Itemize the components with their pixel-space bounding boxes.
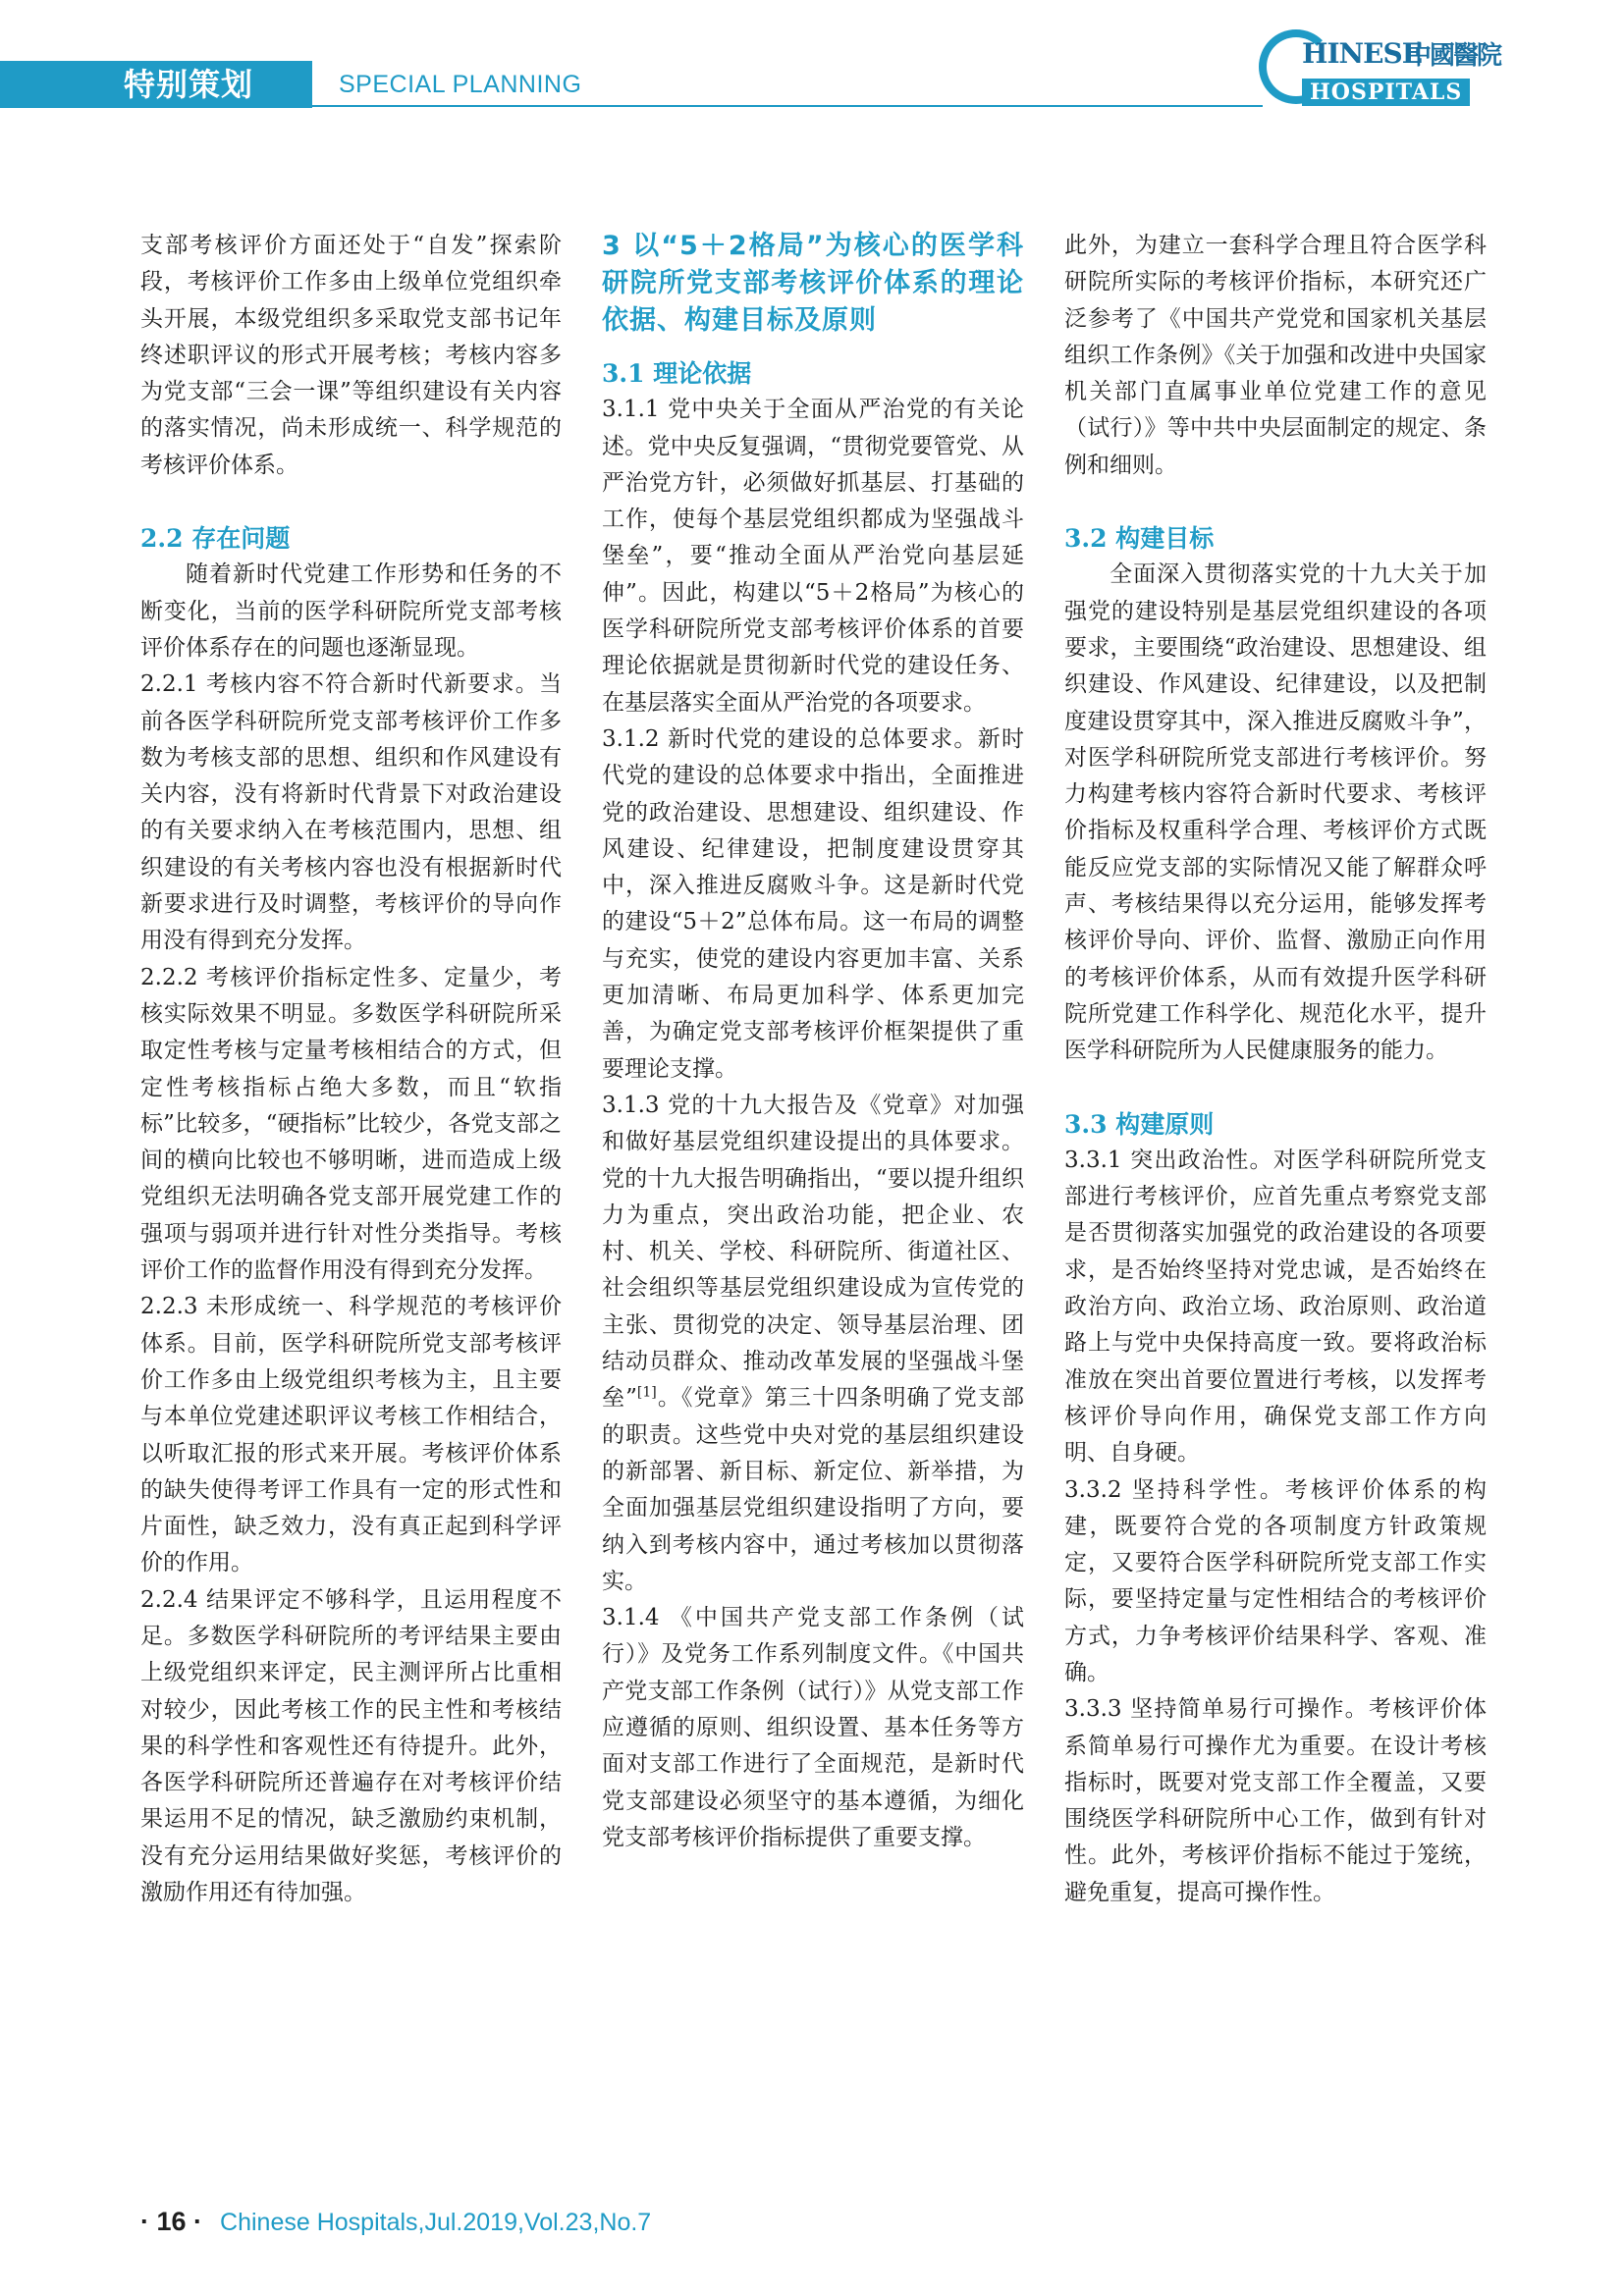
paragraph-3-3-2: 3.3.2 坚持科学性。考核评价体系的构建，既要符合党的各项制度方针政策规定，又要符合医学科研院所党支部工作实际，要坚持定量与定性相结合的考核评价方式，力争考核评价结果科学、客观、准确。 bbox=[1064, 1476, 1487, 1685]
heading-3-3: 3.3 构建原则 bbox=[1064, 1109, 1215, 1139]
heading-3: 3 以“5＋2格局”为核心的医学科研院所党支部考核评价体系的理论依据、构建目标及原则 bbox=[602, 231, 1024, 336]
paragraph-2-2-2: 2.2.2 考核评价指标定性多、定量少，考核实际效果不明显。多数医学科研院所采取定性考核与定量考核相结合的方式，但定性考核指标占绝大多数，而且“软指标”比较多，“硬指标”比较少，各党支部之间的横向比较也不够明晰，进而造成上级党组织无法明确各党支部开展党建工作的强项与弱项并进行针对性分类指导。考核评价工作的监督作用没有得到充分发挥。 bbox=[140, 964, 562, 1284]
column-middle bbox=[602, 228, 1024, 1856]
paragraph-2-2-1: 2.2.1 考核内容不符合新时代新要求。当前各医学科研院所党支部考核评价工作多数为考核支部的思想、组织和作风建设有关内容，没有将新时代背景下对政治建设的有关要求纳入在考核范围内，思想、组织建设的有关考核内容也没有根据新时代新要求进行及时调整，考核评价的导向作用没有得到充分发挥。 bbox=[140, 671, 562, 954]
logo-text-top: HINESE bbox=[1302, 37, 1423, 70]
paragraph: 随着新时代党建工作形势和任务的不断变化，当前的医学科研院所党支部考核评价体系存在的问题也逐渐显现。 bbox=[140, 561, 562, 661]
column-right bbox=[1064, 228, 1487, 1911]
page-number: · 16 · bbox=[140, 2207, 203, 2236]
section-title-en: SPECIAL PLANNING bbox=[339, 71, 582, 98]
paragraph: 支部考核评价方面还处于“自发”探索阶段，考核评价工作多由上级单位党组织牵头开展，本级党组织多采取党支部书记年终述职评议的形式开展考核；考核内容多为党支部“三会一课”等组织建设有关内容的落实情况，尚未形成统一、科学规范的考核评价体系。 bbox=[140, 233, 562, 478]
header-rule bbox=[312, 105, 1263, 107]
paragraph-3-3-3: 3.3.3 坚持简单易行可操作。考核评价体系简单易行可操作尤为重要。在设计考核指标时，既要对党支部工作全覆盖，又要围绕医学科研院所中心工作，做到有针对性。此外，考核评价指标不能过于笼统，避免重复，提高可操作性。 bbox=[1064, 1696, 1487, 1905]
journal-logo bbox=[1259, 29, 1504, 114]
logo-text-cn: 中國醫院 bbox=[1406, 41, 1501, 71]
paragraph-text: 。《党章》第三十四条明确了党支部的职责。这些党中央对党的基层组织建设的新部署、新目标、新定位、新举措，为全面加强基层党组织建设指明了方向，要纳入到考核内容中，通过考核加以贯彻落实。 bbox=[602, 1385, 1024, 1594]
paragraph-3-3-1: 3.3.1 突出政治性。对医学科研院所党支部进行考核评价，应首先重点考察党支部是否贯彻落实加强党的政治建设的各项要求，是否始终坚持对党忠诚，是否始终在政治方向、政治立场、政治原则、政治道路上与党中央保持高度一致。要将政治标准放在突出首要位置进行考核，以发挥考核评价导向作用，确保党支部工作方向明、自身硬。 bbox=[1064, 1147, 1487, 1467]
paragraph-3-1-1: 3.1.1 党中央关于全面从严治党的有关论述。党中央反复强调，“贯彻党要管党、从严治党方针，必须做好抓基层、打基础的工作，使每个基层党组织都成为坚强战斗堡垒”，要“推动全面从严治党向基层延伸”。因此，构建以“5＋2格局”为核心的医学科研院所党支部考核评价体系的首要理论依据就是贯彻新时代党的建设任务、在基层落实全面从严治党的各项要求。 bbox=[602, 397, 1024, 716]
section-title-cn: 特别策划 bbox=[124, 66, 254, 103]
paragraph-2-2-3: 2.2.3 未形成统一、科学规范的考核评价体系。目前，医学科研院所党支部考核评价工作多由上级党组织考核为主，且主要与本单位党建述职评议考核工作相结合，以听取汇报的形式来开展。考核评价体系的缺失使得考评工作具有一定的形式性和片面性，缺乏效力，没有真正起到科学评价的作用。 bbox=[140, 1294, 562, 1576]
paragraph: 此外，为建立一套科学合理且符合医学科研院所实际的考核评价指标，本研究还广泛参考了《中国共产党党和国家机关基层组织工作条例》《关于加强和改进中央国家机关部门直属事业单位党建工作的意见（试行）》等中共中央层面制定的规定、条例和细则。 bbox=[1064, 233, 1487, 478]
paragraph-text: 3.1.3 党的十九大报告及《党章》对加强和做好基层党组织建设提出的具体要求。党的十九大报告明确指出，“要以提升组织力为重点，突出政治功能，把企业、农村、机关、学校、科研院所、街道社区、社会组织等基层党组织建设成为宣传党的主张、贯彻党的决定、领导基层治理、团结动员群众、推动改革发展的坚强战斗堡垒” bbox=[602, 1092, 1024, 1412]
heading-2-2: 2.2 存在问题 bbox=[140, 524, 291, 554]
heading-3-2: 3.2 构建目标 bbox=[1064, 524, 1215, 554]
journal-citation: Chinese Hospitals,Jul.2019,Vol.23,No.7 bbox=[220, 2209, 652, 2236]
paragraph-3-1-3 bbox=[602, 1088, 1024, 1600]
heading-3-1: 3.1 理论依据 bbox=[602, 359, 752, 388]
paragraph-3-1-2: 3.1.2 新时代党的建设的总体要求。新时代党的建设的总体要求中指出，全面推进党的政治建设、思想建设、组织建设、作风建设、纪律建设，把制度建设贯穿其中，深入推进反腐败斗争。这是新时代党的建设“5＋2”总体布局。这一布局的调整与充实，使党的建设内容更加丰富、关系更加清晰、布局更加科学、体系更加完善，为确定党支部考核评价框架提供了重要理论支撑。 bbox=[602, 725, 1024, 1082]
paragraph-3-1-4: 3.1.4 《中国共产党支部工作条例（试行）》及党务工作系列制度文件。《中国共产党支部工作条例（试行）》从党支部工作应遵循的原则、组织设置、基本任务等方面对支部工作进行了全面规范，是新时代党支部建设必须坚守的基本遵循，为细化党支部考核评价指标提供了重要支撑。 bbox=[602, 1605, 1024, 1850]
page-footer bbox=[140, 2207, 651, 2237]
citation-ref: [1] bbox=[636, 1384, 657, 1401]
paragraph-2-2-4: 2.2.4 结果评定不够科学，且运用程度不足。多数医学科研院所的考评结果主要由上级党组织来评定，民主测评所占比重相对较少，因此考核工作的民主性和考核结果的科学性和客观性还有待提升。此外，各医学科研院所还普遍存在对考核评价结果运用不足的情况，缺乏激励约束机制，没有充分运用结果做好奖惩，考核评价的激励作用还有待加强。 bbox=[140, 1586, 562, 1906]
paragraph: 全面深入贯彻落实党的十九大关于加强党的建设特别是基层党组织建设的各项要求，主要围绕“政治建设、思想建设、组织建设、作风建设、纪律建设，以及把制度建设贯穿其中，深入推进反腐败斗争”，对医学科研院所党支部进行考核评价。努力构建考核内容符合新时代要求、考核评价指标及权重科学合理、考核评价方式既能反应党支部的实际情况又能了解群众呼声、考核结果得以充分运用，能够发挥考核评价导向、评价、监督、激励正向作用的考核评价体系，从而有效提升医学科研院所党建工作科学化、规范化水平，提升医学科研院所为人民健康服务的能力。 bbox=[1064, 561, 1487, 1064]
logo-text-bottom: HOSPITALS bbox=[1302, 79, 1470, 106]
column-left bbox=[140, 228, 562, 1911]
